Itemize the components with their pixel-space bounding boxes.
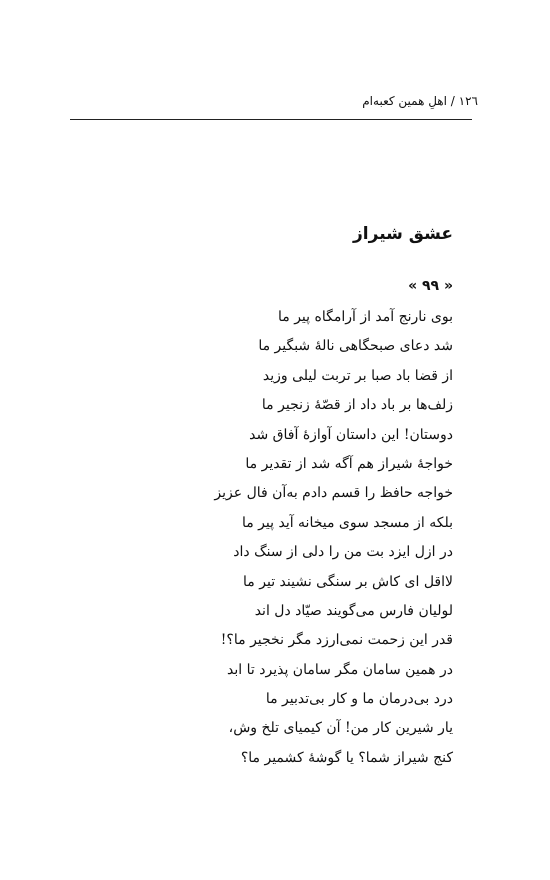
poem-block	[193, 224, 453, 773]
poem-line: در همین سامان مگر سامان پذیرد تا ابد	[227, 661, 453, 678]
poem-line: خواجه حافظ را قسم دادم به‌آن فال عزیز	[214, 485, 453, 502]
poem-line: بلکه از مسجد سوی میخانه آید پیر ما	[241, 514, 453, 531]
header-rule	[70, 119, 472, 120]
poem-line: دوستان! این داستان آوازهٔ آفاق شد	[249, 426, 453, 443]
poem-line: خواجهٔ شیراز هم آگه شد از تقدیر ما	[245, 455, 453, 472]
poem-line: از قضا باد صبا بر تربت لیلی وزید	[262, 367, 453, 384]
poem-line: درد بی‌درمان ما و کار بی‌تدبیر ما	[265, 691, 453, 708]
poem-line: زلف‌ها بر باد داد از قصّهٔ زنجیر ما	[261, 397, 453, 414]
poem-line: لااقل ای کاش بر سنگی نشیند تیر ما	[243, 573, 453, 590]
running-header: ١٢٦ / اهلِ همین کعبه‌ام	[362, 94, 478, 108]
poem-line: بوی نارنج آمد از آرامگاه پیر ما	[277, 309, 453, 325]
poem-title: عشق شیراز	[353, 224, 453, 244]
poem-line: کنج شیراز شما؟ یا گوشهٔ کشمیر ما؟	[240, 749, 453, 766]
poem-line: یار شیرین کار من! آن کیمیای تلخ وش،	[228, 720, 453, 737]
poem-line: در ازل ایزد بت من را دلی از سنگ داد	[233, 544, 453, 561]
poem-line: شد دعای صبحگاهی نالهٔ شبگیر ما	[258, 338, 453, 355]
poem-lines	[193, 303, 453, 773]
poem-line: لولیان فارس می‌گویند صیّاد دل اند	[254, 602, 453, 619]
poem-number: « ۹۹ »	[408, 278, 453, 294]
poem-line: قدر این زحمت نمی‌ارزد مگر نخجیر ما؟!	[220, 632, 453, 649]
